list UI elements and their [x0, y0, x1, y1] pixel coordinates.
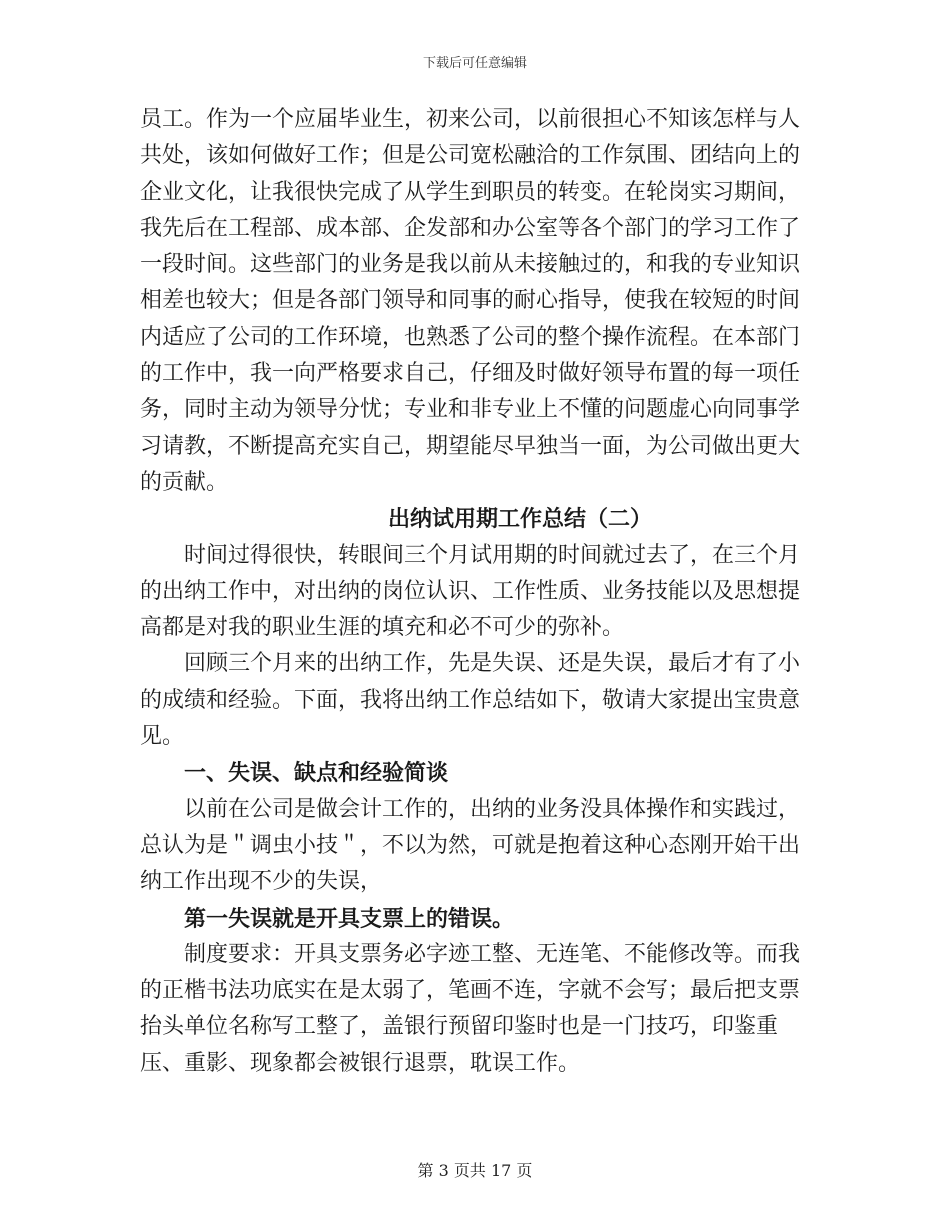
page-header: 下载后可任意编辑	[422, 56, 527, 71]
paragraph-5: 制度要求：开具支票务必字迹工整、无连笔、不能修改等。而我的正楷书法功底实在是太弱了，笔画不连，字就不会写；最后把支票抬头单位名称写工整了，盖银行预留印鉴时也是一门技巧，印鉴重压、重影、现象都会被银行退票，耽误工作。	[140, 941, 801, 1076]
bold-statement: 第一失误就是开具支票上的错误。	[184, 905, 515, 932]
paragraph-2: 时间过得很快，转眼间三个月试用期的时间就过去了，在三个月的出纳工作中，对出纳的岗位认识、工作性质、业务技能以及思想提高都是对我的职业生涯的填充和必不可少的弥补。	[140, 542, 801, 641]
paragraph-4: 以前在公司是做会计工作的，出纳的业务没具体操作和实践过，总认为是＂调虫小技＂，不以为然，可就是抱着这种心态刚开始干出纳工作出现不少的失误，	[140, 796, 801, 895]
page-footer: 第 3 页共 17 页	[417, 1161, 533, 1180]
subheading-1: 一、失误、缺点和经验简谈	[184, 760, 449, 787]
document-body	[140, 102, 800, 1082]
paragraph-1: 员工。作为一个应届毕业生，初来公司，以前很担心不知该怎样与人共处，该如何做好工作；但是公司宽松融洽的工作氛围、团结向上的企业文化，让我很快完成了从学生到职员的转变。在轮岗实习期间，我先后在工程部、成本部、企发部和办公室等各个部门的学习工作了一段时间。这些部门的业务是我以前从未接触过的，和我的专业知识相差也较大；但是各部门领导和同事的耐心指导，使我在较短的时间内适应了公司的工作环境，也熟悉了公司的整个操作流程。在本部门的工作中，我一向严格要求自己，仔细及时做好领导布置的每一项任务，同时主动为领导分忧；专业和非专业上不懂的问题虚心向同事学习请教，不断提高充实自己，期望能尽早独当一面，为公司做出更大的贡献。	[140, 107, 801, 495]
section-title: 出纳试用期工作总结（二）	[387, 506, 652, 533]
paragraph-3: 回顾三个月来的出纳工作，先是失误、还是失误，最后才有了小的成绩和经验。下面，我将出纳工作总结如下，敬请大家提出宝贵意见。	[140, 651, 801, 750]
